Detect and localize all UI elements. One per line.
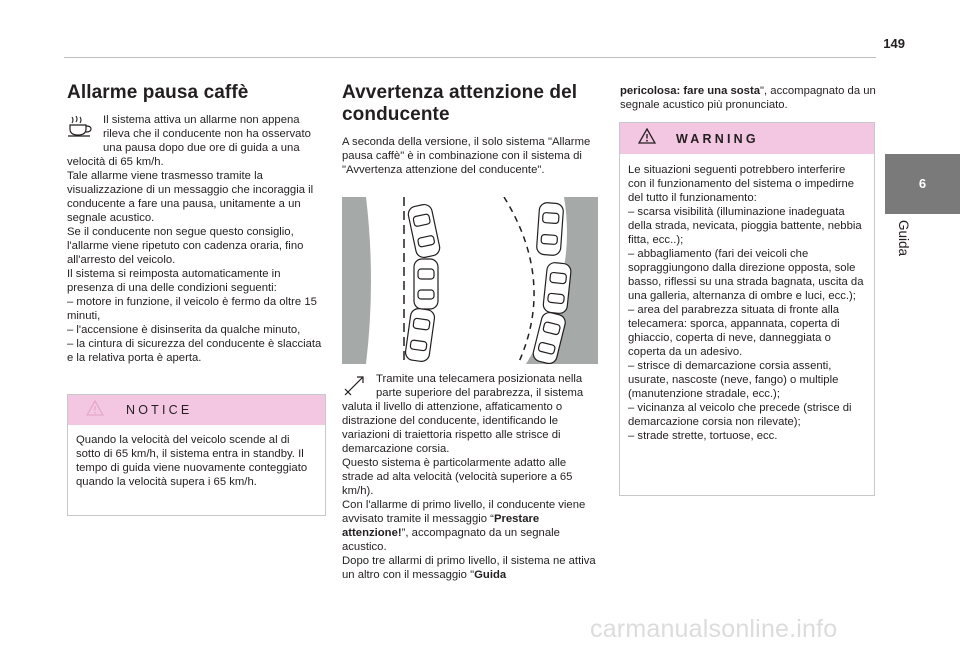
camera-icon (342, 372, 376, 400)
header-rule (64, 57, 876, 58)
driver-attention-intro: A seconda della versione, il solo sistema "Allarme pausa caffè" è in combinazione con il sistema di "Avvertenza attenzione del conducente". (342, 136, 591, 176)
notice-header (68, 395, 325, 425)
warning-title: WARNING (676, 131, 759, 146)
warning-line: – scarsa visibilità (illuminazione inadeguata della strada, nevicata, pioggia battente, nebbia fitta, ecc..); (628, 206, 862, 246)
driver-attention-title: Avvertenza attenzione del conducente (342, 82, 578, 125)
coffee-break-section (67, 82, 325, 365)
coffee-break-line: – l'accensione è disinserita da qualche minuto, (67, 324, 301, 336)
continued-paragraph: pericolosa: fare una sosta", accompagnato da un segnale acustico più pronunciato. (620, 85, 876, 111)
warning-triangle-icon (638, 128, 656, 149)
notice-box (67, 394, 326, 516)
warning-line: Le situazioni seguenti potrebbero interferire con il funzionamento del sistema o impedirne del tutto il funzionamento: (628, 164, 855, 204)
warning-box (619, 122, 875, 496)
chapter-number: 6 (918, 176, 927, 191)
lane-drift-illustration (342, 197, 598, 364)
coffee-cup-icon (67, 113, 103, 143)
coffee-break-intro: Il sistema attiva un allarme non appena rileva che il conducente non ha osservato una pausa dopo due ore di guida a una velocità di 65 km/h. (67, 114, 311, 168)
warning-line: – area del parabrezza situata di fronte alla telecamera: sporca, appannata, coperta di ghiaccio, coperta di neve, danneggiata o coperta da un adesivo. (628, 304, 840, 358)
warning-line: – strisce di demarcazione corsia assenti, usurate, nascoste (neve, fango) o multiple (manutenzione stradale, ecc.); (628, 360, 839, 400)
coffee-break-line: – motore in funzione, il veicolo è fermo da oltre 15 minuti, (67, 296, 317, 322)
continued-text (620, 84, 876, 112)
high-speed-text: Questo sistema è particolarmente adatto alle strade ad alta velocità (velocità superiore a 65 km/h). (342, 457, 573, 497)
chapter-label: Guida (896, 220, 911, 257)
warning-header (620, 123, 874, 154)
repeat-alert-text: Dopo tre allarmi di primo livello, il sistema ne attiva un altro con il messaggio "Guida (342, 555, 596, 581)
warning-line: – strade strette, tortuose, ecc. (628, 430, 778, 442)
driver-attention-section (342, 82, 600, 177)
warning-text (620, 154, 874, 443)
coffee-break-line: Tale allarme viene trasmesso tramite la visualizzazione di un messaggio che incoraggia il conducente a fare una pausa, unitamente a un segnale acustico. (67, 170, 314, 224)
warning-triangle-icon (86, 400, 104, 421)
first-level-alert-text: Con l'allarme di primo livello, il conducente viene avvisato tramite il messaggio “Prestare attenzione!”, accompagnato da un segnale acustico. (342, 499, 586, 553)
warning-line: – abbagliamento (fari dei veicoli che sopraggiungono dalla direzione opposta, sole basso, riflessi su una strada bagnata, uscita da una galleria, alternanza di ombre e luci, ecc.); (628, 248, 864, 302)
notice-title: NOTICE (126, 403, 193, 417)
camera-text: Tramite una telecamera posizionata nella parte superiore del parabrezza, il sistema valuta il livello di attenzione, affaticamento o distrazione del conducente, identificando le variazioni di traiettoria rispetto alle strisce di demarcazione corsia. (342, 373, 584, 455)
camera-description (342, 372, 600, 582)
notice-text: Quando la velocità del veicolo scende al di sotto di 65 km/h, il sistema entra in standby. Il tempo di guida viene nuovamente conteggiato quando la velocità supera i 65 km/h. (76, 434, 308, 488)
coffee-break-line: Il sistema si reimposta automaticamente in presenza di una delle condizioni seguenti: (67, 268, 281, 294)
coffee-break-line: Se il conducente non segue questo consiglio, l'allarme viene ripetuto con cadenza oraria, fino all'arresto del veicolo. (67, 226, 304, 266)
chapter-tab[interactable] (885, 154, 960, 214)
watermark: carmanualsonline.info (590, 615, 838, 643)
coffee-break-line: – la cintura di sicurezza del conducente è slacciata e la relativa porta è aperta. (67, 338, 322, 364)
coffee-break-title: Allarme pausa caffè (67, 82, 249, 103)
page-number: 149 (883, 36, 905, 51)
warning-line: – vicinanza al veicolo che precede (strisce di demarcazione corsia non rilevate); (628, 402, 852, 428)
